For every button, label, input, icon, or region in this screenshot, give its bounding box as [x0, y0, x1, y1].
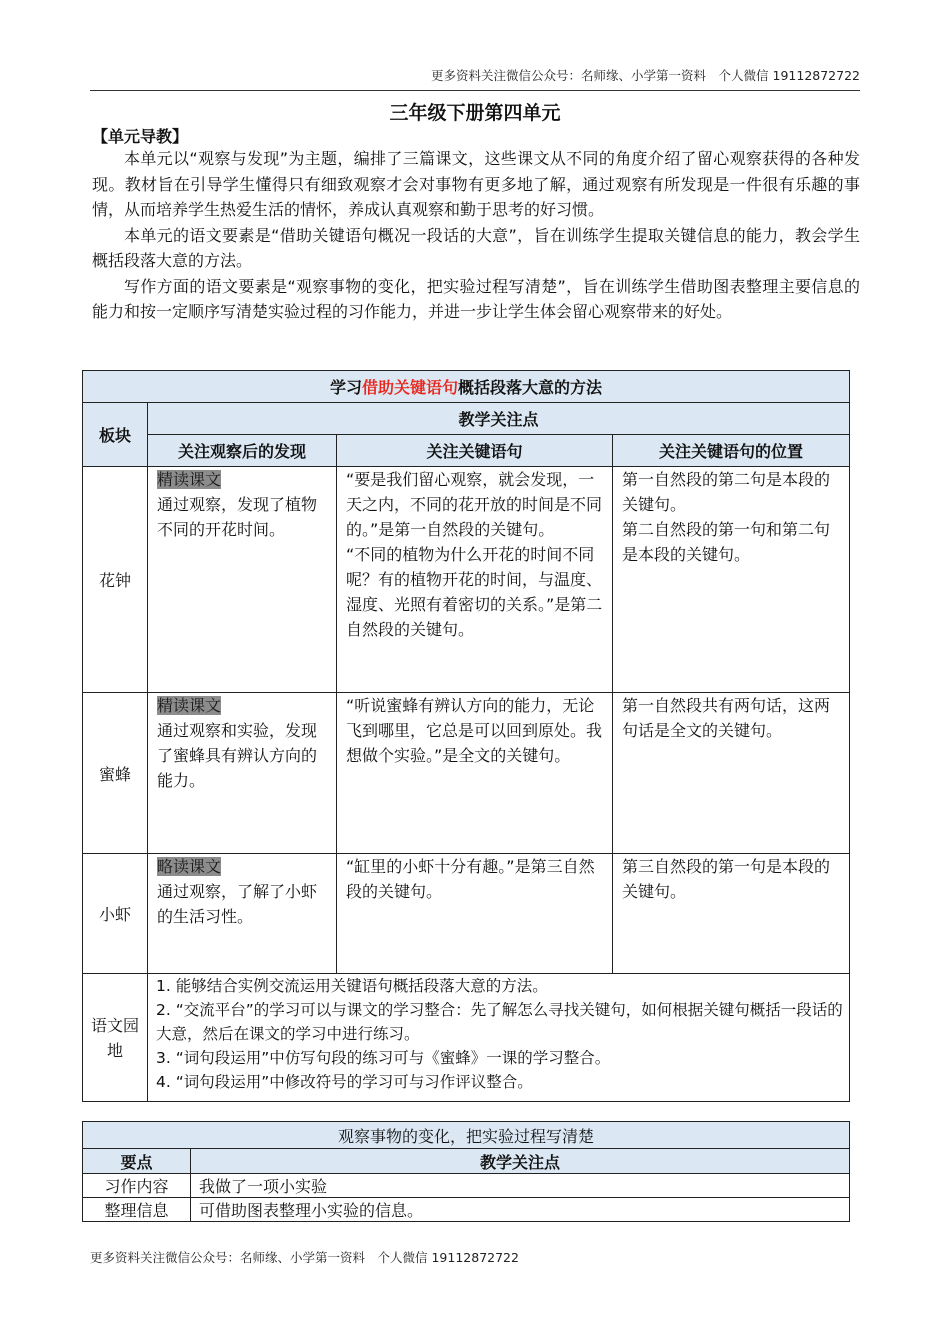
col-key-header: 关注关键语句: [337, 435, 613, 467]
position-text: 第三自然段的第一句是本段的关键句。: [622, 857, 831, 901]
garden-label: 语文园地: [83, 974, 148, 1102]
table-row: [83, 974, 850, 1102]
page-title: 三年级下册第四单元: [389, 102, 561, 124]
table1-title-pre: 学习: [330, 378, 363, 397]
col-discovery-header: 关注观察后的发现: [148, 435, 337, 467]
col-focus-header: 教学关注点: [191, 1149, 850, 1174]
key-sentence-text: “要是我们留心观察，就会发现，一天之内，不同的花开放的时间是不同的。”是第一自然段的关键句。: [346, 470, 603, 539]
key-sentence-text: “缸里的小虾十分有趣。”是第三自然段的关键句。: [346, 857, 595, 901]
position-text: 第一自然段共有两句话，这两句话是全文的关键句。: [622, 696, 831, 740]
section-label: 【单元导教】: [92, 127, 189, 146]
table-row: [83, 693, 850, 854]
row-label: 花钟: [83, 467, 148, 693]
table2-title: 观察事物的变化，把实验过程写清楚: [83, 1122, 850, 1149]
position-text: 第一自然段的第二句是本段的关键句。: [622, 470, 831, 514]
key-sentence-cell: [337, 854, 613, 974]
table-row: [83, 467, 850, 693]
table-row: [83, 1174, 850, 1198]
intro-paragraph: 写作方面的语文要素是“观察事物的变化，把实验过程写清楚”，旨在训练学生借助图表整理主要信息的能力和按一定顺序写清楚实验过程的习作能力，并进一步让学生体会留心观察带来的好处。: [92, 276, 860, 321]
discovery-text: 通过观察，发现了植物不同的开花时间。: [157, 495, 318, 539]
garden-item: 3. “词句段运用”中仿写句段的练习可与《蜜蜂》一课的学习整合。: [156, 1049, 611, 1067]
key-sentence-table: [82, 370, 850, 1102]
garden-cell: [148, 974, 850, 1102]
row-label: 习作内容: [83, 1174, 191, 1198]
row-value: 我做了一项小实验: [191, 1174, 850, 1198]
table1-title-post: 概括段落大意的方法: [458, 378, 603, 397]
garden-item: 2. “交流平台”的学习可以与课文的学习整合：先了解怎么寻找关键句，如何根据关键句概括一段话的大意，然后在课文的学习中进行练习。: [156, 1001, 843, 1043]
position-text: 第二自然段的第一句和第二句是本段的关键句。: [622, 520, 831, 564]
discovery-cell: [148, 693, 337, 854]
row-label: 蜜蜂: [83, 693, 148, 854]
lesson-type-tag: 精读课文: [157, 470, 222, 489]
header-note: 更多资料关注微信公众号：名师缘、小学第一资料 个人微信 19112872722: [431, 68, 860, 83]
row-label: 小虾: [83, 854, 148, 974]
position-cell: [613, 854, 850, 974]
lesson-type-tag: 略读课文: [157, 857, 222, 876]
table-row: [83, 854, 850, 974]
col-position-header: 关注关键语句的位置: [613, 435, 850, 467]
key-sentence-text: “听说蜜蜂有辨认方向的能力，无论飞到哪里，它总是可以回到原处。我想做个实验。”是全文的关键句。: [346, 696, 603, 765]
footer-note: 更多资料关注微信公众号：名师缘、小学第一资料 个人微信 19112872722: [90, 1250, 519, 1265]
intro-paragraph: 本单元的语文要素是“借助关键语句概况一段话的大意”，旨在训练学生提取关键信息的能力，教会学生概括段落大意的方法。: [92, 225, 860, 270]
discovery-cell: [148, 854, 337, 974]
garden-item: 1. 能够结合实例交流运用关键语句概括段落大意的方法。: [156, 977, 548, 995]
position-cell: [613, 467, 850, 693]
lesson-type-tag: 精读课文: [157, 696, 222, 715]
writing-table: [82, 1121, 850, 1222]
intro-text: [92, 146, 860, 325]
key-sentence-text: “不同的植物为什么开花的时间不同呢？有的植物开花的时间，与温度、湿度、光照有着密切的关系。”是第二自然段的关键句。: [346, 545, 603, 639]
table1-title-highlight: 借助关键语句: [362, 378, 459, 397]
col-point-header: 要点: [83, 1149, 191, 1174]
intro-paragraph: 本单元以“观察与发现”为主题，编排了三篇课文，这些课文从不同的角度介绍了留心观察获得的各种发现。教材旨在引导学生懂得只有细致观察才会对事物有更多地了解，通过观察有所发现是一件很有乐趣的事情，从而培养学生热爱生活的情怀，养成认真观察和勤于思考的好习惯。: [92, 149, 860, 219]
garden-item: 4. “词句段运用”中修改符号的学习可与习作评议整合。: [156, 1073, 533, 1091]
col-focus-header: 教学关注点: [148, 403, 850, 435]
discovery-cell: [148, 467, 337, 693]
key-sentence-cell: [337, 693, 613, 854]
header-divider: [90, 90, 860, 91]
discovery-text: 通过观察，了解了小虾的生活习性。: [157, 882, 318, 926]
position-cell: [613, 693, 850, 854]
key-sentence-cell: [337, 467, 613, 693]
table1-title: [83, 371, 850, 403]
table-row: [83, 1198, 850, 1222]
row-value: 可借助图表整理小实验的信息。: [191, 1198, 850, 1222]
row-label: 整理信息: [83, 1198, 191, 1222]
discovery-text: 通过观察和实验，发现了蜜蜂具有辨认方向的能力。: [157, 721, 318, 790]
col-block-header: 板块: [83, 403, 148, 467]
